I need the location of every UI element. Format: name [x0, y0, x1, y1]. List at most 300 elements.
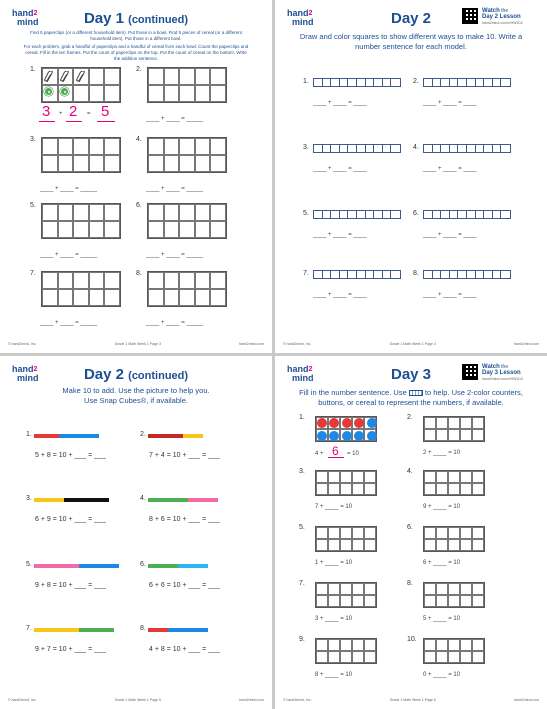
strip-cell[interactable] [441, 271, 450, 278]
frame-cell[interactable] [328, 595, 340, 607]
strip-cell[interactable] [366, 79, 375, 86]
strip-cell[interactable] [476, 79, 485, 86]
frame-cell[interactable] [448, 417, 460, 429]
frame-cell[interactable] [436, 527, 448, 539]
frame-cell[interactable] [340, 483, 352, 495]
frame-cell[interactable] [424, 539, 436, 551]
number-sentence-blank[interactable]: 3 + ____ = 10 [315, 616, 353, 622]
ten-frame[interactable] [423, 582, 485, 608]
frame-cell[interactable] [164, 68, 180, 85]
frame-cell[interactable] [460, 583, 472, 595]
frame-cell[interactable] [472, 651, 484, 663]
frame-cell[interactable] [148, 272, 164, 289]
frame-cell[interactable] [352, 595, 364, 607]
frame-cell[interactable] [89, 272, 105, 289]
frame-cell[interactable] [195, 272, 211, 289]
frame-cell[interactable] [340, 595, 352, 607]
frame-cell[interactable] [104, 68, 120, 85]
frame-cell[interactable] [472, 417, 484, 429]
frame-cell[interactable] [328, 583, 340, 595]
strip-cell[interactable] [493, 271, 502, 278]
frame-cell[interactable] [58, 138, 74, 155]
strip-cell[interactable] [458, 79, 467, 86]
frame-cell[interactable] [424, 583, 436, 595]
strip-cell[interactable] [484, 79, 493, 86]
frame-cell[interactable] [164, 85, 180, 102]
frame-cell[interactable] [472, 527, 484, 539]
strip-cell[interactable] [323, 145, 332, 152]
frame-cell[interactable] [316, 595, 328, 607]
strip-cell[interactable] [331, 145, 340, 152]
frame-cell[interactable] [472, 471, 484, 483]
strip-cell[interactable] [374, 79, 383, 86]
frame-cell[interactable] [472, 583, 484, 595]
frame-cell[interactable] [424, 483, 436, 495]
frame-cell[interactable] [328, 651, 340, 663]
frame-cell[interactable] [210, 85, 226, 102]
frame-cell[interactable] [148, 68, 164, 85]
strip-cell[interactable] [424, 211, 433, 218]
make-ten-equation[interactable]: 6 + 9 = 10 + ___ = ___ [35, 516, 106, 523]
number-sentence-blank[interactable]: ____ + ____ = ____ [313, 166, 367, 172]
frame-cell[interactable] [340, 471, 352, 483]
frame-cell[interactable] [73, 221, 89, 238]
strip-cell[interactable] [476, 145, 485, 152]
number-sentence-blank[interactable]: ____ + ____ = ____ [423, 166, 477, 172]
frame-cell[interactable] [436, 639, 448, 651]
frame-cell[interactable] [460, 639, 472, 651]
frame-cell[interactable] [104, 155, 120, 172]
ten-strip[interactable] [313, 78, 401, 87]
frame-cell[interactable] [316, 583, 328, 595]
strip-cell[interactable] [467, 211, 476, 218]
strip-cell[interactable] [391, 79, 400, 86]
frame-cell[interactable] [460, 471, 472, 483]
frame-cell[interactable] [89, 138, 105, 155]
frame-cell[interactable] [460, 417, 472, 429]
frame-cell[interactable] [460, 595, 472, 607]
strip-cell[interactable] [433, 145, 442, 152]
frame-cell[interactable] [448, 595, 460, 607]
frame-cell[interactable] [472, 483, 484, 495]
strip-cell[interactable] [484, 271, 493, 278]
frame-cell[interactable] [448, 583, 460, 595]
frame-cell[interactable] [195, 138, 211, 155]
frame-cell[interactable] [164, 289, 180, 306]
frame-cell[interactable] [424, 527, 436, 539]
strip-cell[interactable] [374, 271, 383, 278]
number-sentence-blank[interactable]: 5 + ____ = 10 [423, 616, 461, 622]
strip-cell[interactable] [323, 211, 332, 218]
make-ten-equation[interactable]: 5 + 8 = 10 + ___ = ___ [35, 452, 106, 459]
number-sentence-blank[interactable]: 9 + ____ = 10 [423, 504, 461, 510]
frame-cell[interactable] [104, 138, 120, 155]
strip-cell[interactable] [340, 271, 349, 278]
strip-cell[interactable] [391, 145, 400, 152]
frame-cell[interactable] [210, 221, 226, 238]
strip-cell[interactable] [501, 79, 510, 86]
frame-cell[interactable] [316, 483, 328, 495]
strip-cell[interactable] [366, 271, 375, 278]
strip-cell[interactable] [357, 79, 366, 86]
ten-strip[interactable] [313, 210, 401, 219]
frame-cell[interactable] [436, 417, 448, 429]
frame-cell[interactable] [89, 85, 105, 102]
frame-cell[interactable] [195, 221, 211, 238]
make-ten-equation[interactable]: 6 + 6 = 10 + ___ = ___ [149, 582, 220, 589]
addition-sentence-blank[interactable]: ____ + ____ = _____ [146, 320, 204, 326]
frame-cell[interactable] [448, 639, 460, 651]
qr-code[interactable] [462, 364, 478, 380]
strip-cell[interactable] [331, 211, 340, 218]
frame-cell[interactable] [89, 204, 105, 221]
addition-sentence-blank[interactable]: ____ + ____ = _____ [40, 252, 98, 258]
strip-cell[interactable] [424, 271, 433, 278]
frame-cell[interactable] [42, 155, 58, 172]
strip-cell[interactable] [331, 271, 340, 278]
ten-frame[interactable] [423, 526, 485, 552]
frame-cell[interactable] [340, 583, 352, 595]
frame-cell[interactable] [73, 155, 89, 172]
frame-cell[interactable] [42, 204, 58, 221]
frame-cell[interactable] [436, 539, 448, 551]
frame-cell[interactable] [73, 138, 89, 155]
strip-cell[interactable] [348, 271, 357, 278]
ten-strip[interactable] [423, 210, 511, 219]
frame-cell[interactable] [210, 204, 226, 221]
strip-cell[interactable] [458, 271, 467, 278]
make-ten-equation[interactable]: 8 + 6 = 10 + ___ = ___ [149, 516, 220, 523]
frame-cell[interactable] [210, 272, 226, 289]
strip-cell[interactable] [383, 145, 392, 152]
ten-frame[interactable] [315, 470, 377, 496]
ten-strip[interactable] [423, 144, 511, 153]
frame-cell[interactable] [42, 289, 58, 306]
addition-sentence-blank[interactable]: ____ + ____ = _____ [40, 186, 98, 192]
frame-cell[interactable] [89, 68, 105, 85]
frame-cell[interactable] [340, 639, 352, 651]
frame-cell[interactable] [352, 483, 364, 495]
strip-cell[interactable] [467, 271, 476, 278]
frame-cell[interactable] [424, 639, 436, 651]
number-sentence-blank[interactable]: 8 + ____ = 10 [315, 672, 353, 678]
frame-cell[interactable] [460, 539, 472, 551]
number-sentence-blank[interactable]: ____ + ____ = ____ [423, 232, 477, 238]
frame-cell[interactable] [89, 221, 105, 238]
frame-cell[interactable] [472, 639, 484, 651]
strip-cell[interactable] [374, 211, 383, 218]
frame-cell[interactable] [328, 483, 340, 495]
frame-cell[interactable] [195, 155, 211, 172]
frame-cell[interactable] [328, 527, 340, 539]
frame-cell[interactable] [352, 471, 364, 483]
frame-cell[interactable] [460, 527, 472, 539]
strip-cell[interactable] [357, 271, 366, 278]
frame-cell[interactable] [104, 272, 120, 289]
frame-cell[interactable] [104, 204, 120, 221]
strip-cell[interactable] [314, 79, 323, 86]
strip-cell[interactable] [383, 271, 392, 278]
frame-cell[interactable] [448, 429, 460, 441]
ten-frame[interactable] [315, 582, 377, 608]
strip-cell[interactable] [348, 145, 357, 152]
frame-cell[interactable] [436, 651, 448, 663]
frame-cell[interactable] [42, 272, 58, 289]
strip-cell[interactable] [441, 211, 450, 218]
strip-cell[interactable] [433, 79, 442, 86]
frame-cell[interactable] [364, 639, 376, 651]
strip-cell[interactable] [331, 79, 340, 86]
ten-strip[interactable] [423, 78, 511, 87]
qr-code[interactable] [462, 8, 478, 24]
addition-sentence-blank[interactable]: ____ + ____ = _____ [146, 116, 204, 122]
watch-lesson-link[interactable]: Watch the Day 2 Lesson hand2mind.com/v/HW1D2 [482, 8, 523, 25]
number-sentence-blank[interactable]: 1 + ____ = 10 [315, 560, 353, 566]
strip-cell[interactable] [348, 79, 357, 86]
frame-cell[interactable] [73, 272, 89, 289]
strip-cell[interactable] [391, 271, 400, 278]
strip-cell[interactable] [493, 145, 502, 152]
frame-cell[interactable] [424, 471, 436, 483]
strip-cell[interactable] [441, 79, 450, 86]
frame-cell[interactable] [424, 417, 436, 429]
frame-cell[interactable] [195, 85, 211, 102]
frame-cell[interactable] [42, 221, 58, 238]
frame-cell[interactable] [179, 68, 195, 85]
ten-frame[interactable] [41, 271, 121, 307]
frame-cell[interactable] [340, 527, 352, 539]
frame-cell[interactable] [179, 204, 195, 221]
frame-cell[interactable] [58, 204, 74, 221]
number-sentence-blank[interactable]: 7 + ____ = 10 [315, 504, 353, 510]
frame-cell[interactable] [210, 155, 226, 172]
frame-cell[interactable] [316, 539, 328, 551]
frame-cell[interactable] [460, 651, 472, 663]
strip-cell[interactable] [450, 145, 459, 152]
frame-cell[interactable] [316, 527, 328, 539]
ten-frame[interactable] [41, 203, 121, 239]
frame-cell[interactable] [58, 272, 74, 289]
frame-cell[interactable] [436, 471, 448, 483]
strip-cell[interactable] [340, 145, 349, 152]
strip-cell[interactable] [357, 145, 366, 152]
frame-cell[interactable] [164, 138, 180, 155]
frame-cell[interactable] [73, 85, 89, 102]
frame-cell[interactable] [460, 483, 472, 495]
frame-cell[interactable] [448, 651, 460, 663]
strip-cell[interactable] [467, 79, 476, 86]
number-sentence-blank[interactable]: 0 + ____ = 10 [423, 672, 461, 678]
frame-cell[interactable] [460, 429, 472, 441]
frame-cell[interactable] [73, 204, 89, 221]
frame-cell[interactable] [436, 483, 448, 495]
strip-cell[interactable] [450, 79, 459, 86]
frame-cell[interactable] [195, 289, 211, 306]
frame-cell[interactable] [179, 272, 195, 289]
frame-cell[interactable] [352, 583, 364, 595]
frame-cell[interactable] [328, 539, 340, 551]
strip-cell[interactable] [458, 145, 467, 152]
frame-cell[interactable] [104, 289, 120, 306]
frame-cell[interactable] [472, 595, 484, 607]
frame-cell[interactable] [424, 595, 436, 607]
ten-frame[interactable] [147, 67, 227, 103]
frame-cell[interactable] [179, 85, 195, 102]
strip-cell[interactable] [476, 211, 485, 218]
ten-frame[interactable] [147, 203, 227, 239]
addition-sentence-blank[interactable]: ____ + ____ = _____ [40, 320, 98, 326]
frame-cell[interactable] [148, 204, 164, 221]
ten-frame[interactable] [147, 137, 227, 173]
strip-cell[interactable] [476, 271, 485, 278]
strip-cell[interactable] [501, 211, 510, 218]
frame-cell[interactable] [436, 583, 448, 595]
frame-cell[interactable] [148, 221, 164, 238]
frame-cell[interactable] [364, 483, 376, 495]
frame-cell[interactable] [328, 471, 340, 483]
strip-cell[interactable] [493, 211, 502, 218]
strip-cell[interactable] [323, 271, 332, 278]
frame-cell[interactable] [195, 204, 211, 221]
frame-cell[interactable] [328, 639, 340, 651]
frame-cell[interactable] [58, 221, 74, 238]
strip-cell[interactable] [458, 211, 467, 218]
watch-lesson-link[interactable]: Watch the Day 3 Lesson hand2mind.com/v/HW1D3 [482, 364, 523, 381]
strip-cell[interactable] [323, 79, 332, 86]
strip-cell[interactable] [340, 211, 349, 218]
frame-cell[interactable] [448, 527, 460, 539]
strip-cell[interactable] [467, 145, 476, 152]
make-ten-equation[interactable]: 7 + 4 = 10 + ___ = ___ [149, 452, 220, 459]
frame-cell[interactable] [148, 138, 164, 155]
frame-cell[interactable] [340, 651, 352, 663]
strip-cell[interactable] [501, 145, 510, 152]
frame-cell[interactable] [316, 471, 328, 483]
frame-cell[interactable] [352, 527, 364, 539]
frame-cell[interactable] [148, 85, 164, 102]
number-sentence-blank[interactable]: ____ + ____ = ____ [423, 292, 477, 298]
frame-cell[interactable] [58, 289, 74, 306]
frame-cell[interactable] [316, 639, 328, 651]
frame-cell[interactable] [472, 539, 484, 551]
strip-cell[interactable] [366, 145, 375, 152]
strip-cell[interactable] [484, 211, 493, 218]
frame-cell[interactable] [179, 155, 195, 172]
frame-cell[interactable] [164, 155, 180, 172]
ten-strip[interactable] [423, 270, 511, 279]
frame-cell[interactable] [58, 155, 74, 172]
frame-cell[interactable] [179, 289, 195, 306]
ten-strip[interactable] [313, 144, 401, 153]
frame-cell[interactable] [210, 138, 226, 155]
strip-cell[interactable] [314, 145, 323, 152]
frame-cell[interactable] [89, 155, 105, 172]
frame-cell[interactable] [424, 429, 436, 441]
frame-cell[interactable] [364, 527, 376, 539]
frame-cell[interactable] [179, 138, 195, 155]
strip-cell[interactable] [391, 211, 400, 218]
frame-cell[interactable] [340, 539, 352, 551]
frame-cell[interactable] [104, 221, 120, 238]
strip-cell[interactable] [450, 211, 459, 218]
number-sentence-blank[interactable]: ____ + ____ = ____ [313, 232, 367, 238]
ten-frame[interactable] [147, 271, 227, 307]
frame-cell[interactable] [436, 595, 448, 607]
make-ten-equation[interactable]: 9 + 8 = 10 + ___ = ___ [35, 582, 106, 589]
frame-cell[interactable] [352, 639, 364, 651]
number-sentence-blank[interactable]: ____ + ____ = ____ [423, 100, 477, 106]
frame-cell[interactable] [448, 539, 460, 551]
frame-cell[interactable] [195, 68, 211, 85]
frame-cell[interactable] [42, 138, 58, 155]
frame-cell[interactable] [364, 539, 376, 551]
strip-cell[interactable] [424, 79, 433, 86]
number-sentence-blank[interactable]: 2 + ____ = 10 [423, 450, 461, 456]
strip-cell[interactable] [314, 211, 323, 218]
strip-cell[interactable] [424, 145, 433, 152]
frame-cell[interactable] [89, 289, 105, 306]
frame-cell[interactable] [448, 471, 460, 483]
frame-cell[interactable] [364, 651, 376, 663]
strip-cell[interactable] [374, 145, 383, 152]
strip-cell[interactable] [340, 79, 349, 86]
frame-cell[interactable] [364, 583, 376, 595]
strip-cell[interactable] [501, 271, 510, 278]
frame-cell[interactable] [164, 204, 180, 221]
make-ten-equation[interactable]: 9 + 7 = 10 + ___ = ___ [35, 646, 106, 653]
frame-cell[interactable] [179, 221, 195, 238]
frame-cell[interactable] [424, 651, 436, 663]
strip-cell[interactable] [348, 211, 357, 218]
strip-cell[interactable] [366, 211, 375, 218]
frame-cell[interactable] [316, 651, 328, 663]
frame-cell[interactable] [364, 471, 376, 483]
strip-cell[interactable] [484, 145, 493, 152]
strip-cell[interactable] [450, 271, 459, 278]
make-ten-equation[interactable]: 4 + 8 = 10 + ___ = ___ [149, 646, 220, 653]
strip-cell[interactable] [493, 79, 502, 86]
frame-cell[interactable] [148, 289, 164, 306]
number-sentence-blank[interactable]: ____ + ____ = ____ [313, 292, 367, 298]
ten-frame[interactable] [423, 416, 485, 442]
ten-frame[interactable] [423, 470, 485, 496]
addition-sentence-blank[interactable]: ____ + ____ = _____ [146, 186, 204, 192]
frame-cell[interactable] [436, 429, 448, 441]
frame-cell[interactable] [73, 289, 89, 306]
strip-cell[interactable] [357, 211, 366, 218]
ten-frame[interactable] [315, 638, 377, 664]
number-sentence-blank[interactable]: 6 + ____ = 10 [423, 560, 461, 566]
strip-cell[interactable] [383, 211, 392, 218]
ten-strip[interactable] [313, 270, 401, 279]
strip-cell[interactable] [441, 145, 450, 152]
frame-cell[interactable] [164, 221, 180, 238]
strip-cell[interactable] [314, 271, 323, 278]
strip-cell[interactable] [383, 79, 392, 86]
ten-frame[interactable] [41, 137, 121, 173]
number-sentence-blank[interactable]: ____ + ____ = ____ [313, 100, 367, 106]
ten-frame[interactable] [423, 638, 485, 664]
ten-frame[interactable] [315, 526, 377, 552]
frame-cell[interactable] [164, 272, 180, 289]
frame-cell[interactable] [210, 68, 226, 85]
addition-sentence-blank[interactable]: ____ + ____ = _____ [146, 252, 204, 258]
frame-cell[interactable] [352, 539, 364, 551]
strip-cell[interactable] [433, 271, 442, 278]
frame-cell[interactable] [472, 429, 484, 441]
frame-cell[interactable] [148, 155, 164, 172]
frame-cell[interactable] [104, 85, 120, 102]
